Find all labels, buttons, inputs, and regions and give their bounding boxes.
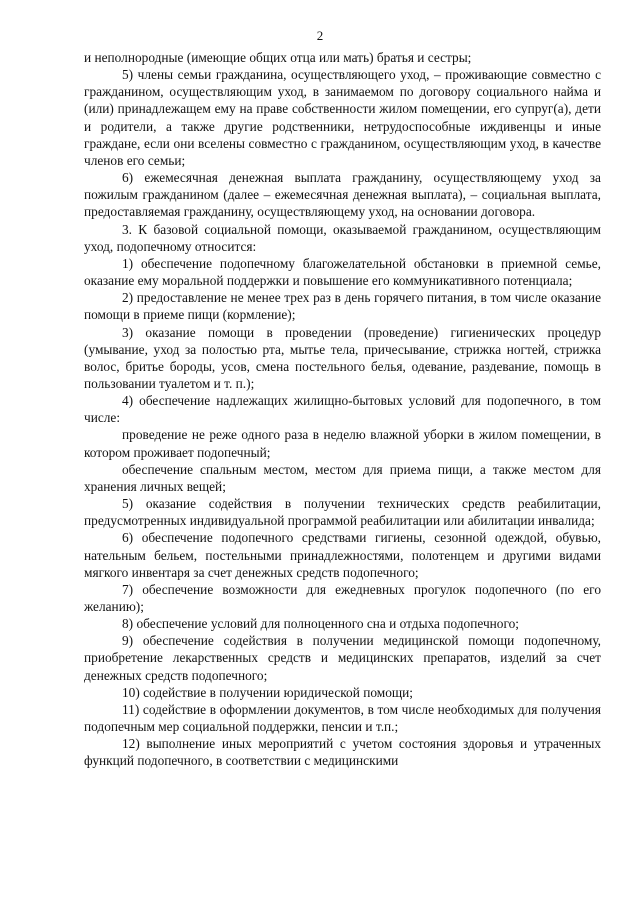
paragraph: 5) оказание содействия в получении технических средств реабилитации, предусмотренных индивидуальной программой реабилитации или абилитации инвалида;	[84, 496, 601, 529]
paragraph: 8) обеспечение условий для полноценного сна и отдыха подопечного;	[122, 616, 519, 632]
paragraph: 5) члены семьи гражданина, осуществляющего уход, – проживающие совместно с гражданином, осуществляющим уход, в занимаемом по договору социального найма и (или) принадлежащем ему на праве собственности жилом помещении, его супруг(а), дети и родители, а также другие родственники, нетрудоспособные иждивенцы и иные граждане, если они вселены совместно с гражданином, осуществляющим уход, в качестве членов его семьи;	[84, 67, 601, 168]
paragraph: обеспечение спальным местом, местом для приема пищи, а также местом для хранения личных вещей;	[84, 461, 601, 494]
paragraph: 12) выполнение иных мероприятий с учетом состояния здоровья и утраченных функций подопечного, в соответствии с медицинскими	[84, 736, 601, 769]
paragraph: 6) обеспечение подопечного средствами гигиены, сезонной одеждой, обувью, нательным бельем, постельными принадлежностями, полотенцем и другими видами мягкого инвентаря за счет денежных средств подопечного;	[84, 530, 601, 580]
paragraph: 10) содействие в получении юридической помощи;	[122, 684, 413, 700]
paragraph: 11) содействие в оформлении документов, в том числе необходимых для получения подопечным мер социальной поддержки, пенсии и т.п.;	[84, 701, 601, 735]
paragraph: 6) ежемесячная денежная выплата гражданину, осуществляющему уход за пожилым гражданином (далее – ежемесячная денежная выплата), – социальная выплата, предоставляемая гражданину, осуществляющему уход, на основании договора.	[84, 170, 601, 220]
paragraph: 3. К базовой социальной помощи, оказываемой гражданином, осуществляющим уход, подопечному относится:	[84, 221, 601, 254]
paragraph: 4) обеспечение надлежащих жилищно-бытовых условий для подопечного, в том числе:	[84, 393, 601, 426]
page-number: 2	[316, 28, 324, 43]
document-body	[84, 49, 601, 770]
paragraph: 2) предоставление не менее трех раз в день горячего питания, в том числе оказание помощи в приеме пищи (кормление);	[84, 290, 601, 323]
paragraph: проведение не реже одного раза в неделю влажной уборки в жилом помещении, в котором проживает подопечный;	[84, 427, 601, 460]
paragraph: 1) обеспечение подопечному благожелательной обстановки в приемной семье, оказание ему моральной поддержки и повышение его коммуникативного потенциала;	[84, 255, 601, 289]
paragraph: 7) обеспечение возможности для ежедневных прогулок подопечного (по его желанию);	[84, 581, 601, 614]
paragraph: 9) обеспечение содействия в получении медицинской помощи подопечному, приобретение лекарственных средств и медицинских препаратов, изделий за счет денежных средств подопечного;	[84, 633, 601, 683]
paragraph: и неполнородные (имеющие общих отца или мать) братья и сестры;	[84, 50, 472, 65]
paragraph: 3) оказание помощи в проведении (проведение) гигиенических процедур (умывание, уход за полостью рта, мытье тела, причесывание, стрижка ногтей, стрижка волос, бритье бороды, усов, смена постельного белья, одевание, раздевание, помощь в пользовании туалетом и т. п.);	[84, 324, 601, 391]
